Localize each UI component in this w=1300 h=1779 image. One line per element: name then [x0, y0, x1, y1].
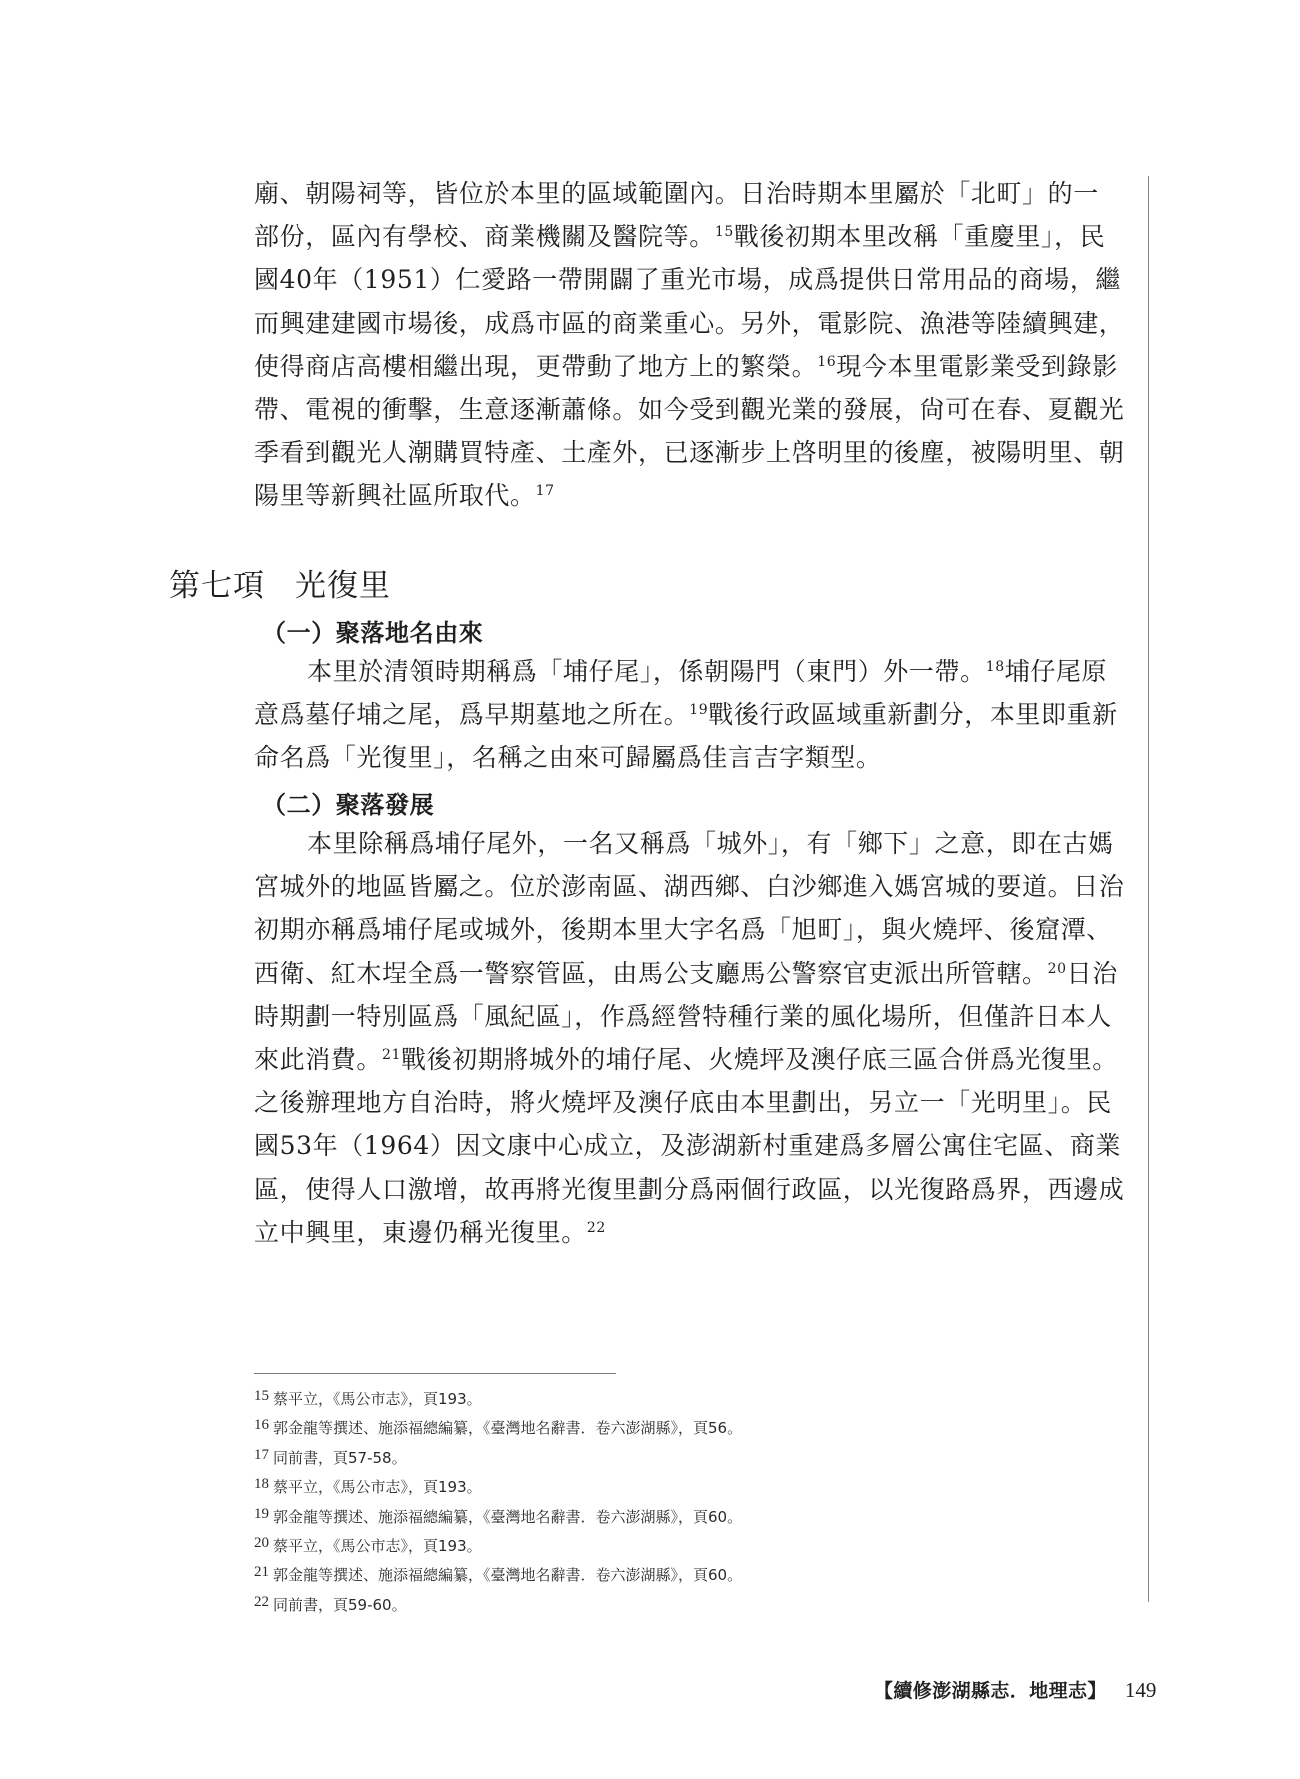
footnote — [254, 1442, 742, 1471]
text-line — [254, 650, 1134, 693]
page-number: 149 — [1124, 1678, 1157, 1702]
section-title: 光復里 — [295, 568, 391, 604]
footnote-number: 18 — [254, 1476, 269, 1493]
footnote-text: 郭金龍等撰述、施添福總編纂，《臺灣地名辭書．卷六澎湖縣》，頁60。 — [273, 1566, 743, 1585]
footnote — [254, 1501, 742, 1530]
text-line: 宮城外的地區皆屬之。位於澎南區、湖西鄉、白沙鄉進入媽宮城的要道。日治 — [254, 872, 1125, 902]
text-line: 本里除稱爲埔仔尾外，一名又稱爲「城外」，有「鄉下」之意，即在古媽 — [307, 829, 1114, 858]
text-line: 廟、朝陽祠等，皆位於本里的區域範圍內。日治時期本里屬於「北町」的一 — [254, 179, 1099, 208]
paragraph-settlement-development — [254, 822, 1134, 1254]
text-segment: 戰後初期本里改稱「重慶里」，民 — [733, 222, 1106, 252]
text-line: 區，使得人口激增，故再將光復里劃分爲兩個行政區，以光復路爲界，西邊成 — [254, 1174, 1125, 1204]
footnote-separator — [254, 1373, 616, 1374]
text-segment: 使得商店高樓相繼出現，更帶動了地方上的繁榮。 — [254, 351, 818, 381]
text-line: 帶、電視的衝擊，生意逐漸蕭條。如今受到觀光業的發展，尙可在春、夏觀光 — [254, 395, 1125, 425]
footnote-text: 蔡平立，《馬公市志》，頁193。 — [273, 1478, 482, 1497]
footnote-number: 22 — [254, 1593, 269, 1610]
text-segment: 陽里等新興社區所取代。 — [254, 481, 536, 511]
section-heading — [169, 560, 391, 605]
text-segment: 埔仔尾原 — [1004, 657, 1108, 686]
running-footer — [874, 1676, 1156, 1703]
paragraph-place-name-origin — [254, 650, 1134, 780]
text-segment: 立中興里，東邊仍稱光復里。 — [254, 1217, 587, 1247]
text-line: 之後辦理地方自治時，將火燒坪及澳仔底由本里劃出，另立一「光明里」。民 — [254, 1088, 1112, 1118]
text-segment: 戰後初期將城外的埔仔尾、火燒坪及澳仔底三區合併爲光復里。 — [401, 1045, 1118, 1075]
text-line — [254, 1038, 1134, 1081]
footnote — [254, 1383, 742, 1412]
footnote — [254, 1412, 742, 1441]
footnote — [254, 1471, 742, 1500]
text-line — [254, 693, 1134, 736]
footnote-number: 20 — [254, 1535, 269, 1552]
text-line — [254, 345, 1134, 388]
footnote-number: 19 — [254, 1505, 269, 1522]
text-segment: 意爲墓仔埔之尾，爲早期墓地之所在。 — [254, 700, 690, 730]
footnote — [254, 1530, 742, 1559]
footnote-ref: 19 — [689, 702, 709, 719]
text-segment: 西衛、紅木埕全爲一警察管區，由馬公支廳馬公警察官吏派出所管轄。 — [254, 958, 1048, 988]
margin-rule — [1148, 176, 1149, 1602]
text-line: 季看到觀光人潮購買特產、土產外，已逐漸步上啓明里的後塵，被陽明里、朝 — [254, 438, 1125, 468]
footnote-ref: 16 — [817, 353, 837, 370]
footnote — [254, 1559, 742, 1588]
text-line: 命名爲「光復里」，名稱之由來可歸屬爲佳言吉字類型。 — [254, 743, 882, 773]
footnote-number: 16 — [254, 1417, 269, 1434]
footnote-ref: 17 — [535, 483, 555, 500]
footnote-text: 郭金龍等撰述、施添福總編纂，《臺灣地名辭書．卷六澎湖縣》，頁60。 — [273, 1507, 743, 1526]
footnote-text: 同前書，頁59-60。 — [273, 1595, 407, 1614]
subheading-settlement-development: （二）聚落發展 — [262, 790, 435, 819]
subheading-place-name-origin: （一）聚落地名由來 — [262, 618, 484, 647]
text-line: 初期亦稱爲埔仔尾或城外，後期本里大字名爲「旭町」，與火燒坪、後窟潭、 — [254, 915, 1112, 945]
book-title: 【續修澎湖縣志．地理志】 — [874, 1680, 1107, 1702]
text-line — [254, 215, 1134, 258]
footnote-ref: 15 — [714, 224, 734, 241]
text-segment: 戰後行政區域重新劃分，本里即重新 — [708, 700, 1118, 730]
text-line — [254, 952, 1134, 995]
footnote-ref: 20 — [1047, 960, 1067, 977]
footnote-ref: 21 — [382, 1047, 402, 1064]
footnote-text: 蔡平立，《馬公市志》，頁193。 — [273, 1537, 482, 1556]
section-number: 第七項 — [169, 568, 265, 604]
footnote-ref: 18 — [985, 659, 1005, 675]
text-line: 而興建建國市場後，成爲市區的商業重心。另外，電影院、漁港等陸續興建， — [254, 308, 1125, 338]
text-line — [254, 1211, 1134, 1254]
footnote — [254, 1589, 742, 1618]
text-line: 國40年（1951）仁愛路一帶開闢了重光市場，成爲提供日常用品的商場，繼 — [254, 265, 1122, 295]
text-segment: 來此消費。 — [254, 1045, 383, 1075]
text-segment: 現今本里電影業受到錄影 — [836, 351, 1118, 381]
paragraph-continuation — [254, 172, 1134, 518]
footnote-text: 同前書，頁57-58。 — [273, 1448, 407, 1467]
text-line: 國53年（1964）因文康中心成立，及澎湖新村重建爲多層公寓住宅區、商業 — [254, 1131, 1122, 1161]
text-line — [254, 474, 1134, 517]
footnote-number: 17 — [254, 1446, 269, 1463]
footnote-text: 郭金龍等撰述、施添福總編纂，《臺灣地名辭書．卷六澎湖縣》，頁56。 — [273, 1419, 743, 1438]
footnote-number: 15 — [254, 1388, 269, 1404]
text-segment: 部份，區內有學校、商業機關及醫院等。 — [254, 222, 715, 252]
footnote-list — [254, 1383, 742, 1618]
footnote-ref: 22 — [586, 1219, 606, 1236]
text-segment: 日治 — [1066, 958, 1118, 988]
footnote-number: 21 — [254, 1564, 269, 1581]
text-line: 時期劃一特別區爲「風紀區」，作爲經營特種行業的風化場所，但僅許日本人 — [254, 1001, 1112, 1031]
footnote-text: 蔡平立，《馬公市志》，頁193。 — [273, 1390, 482, 1408]
text-segment: 本里於清領時期稱爲「埔仔尾」，係朝陽門（東門）外一帶。 — [307, 657, 986, 686]
